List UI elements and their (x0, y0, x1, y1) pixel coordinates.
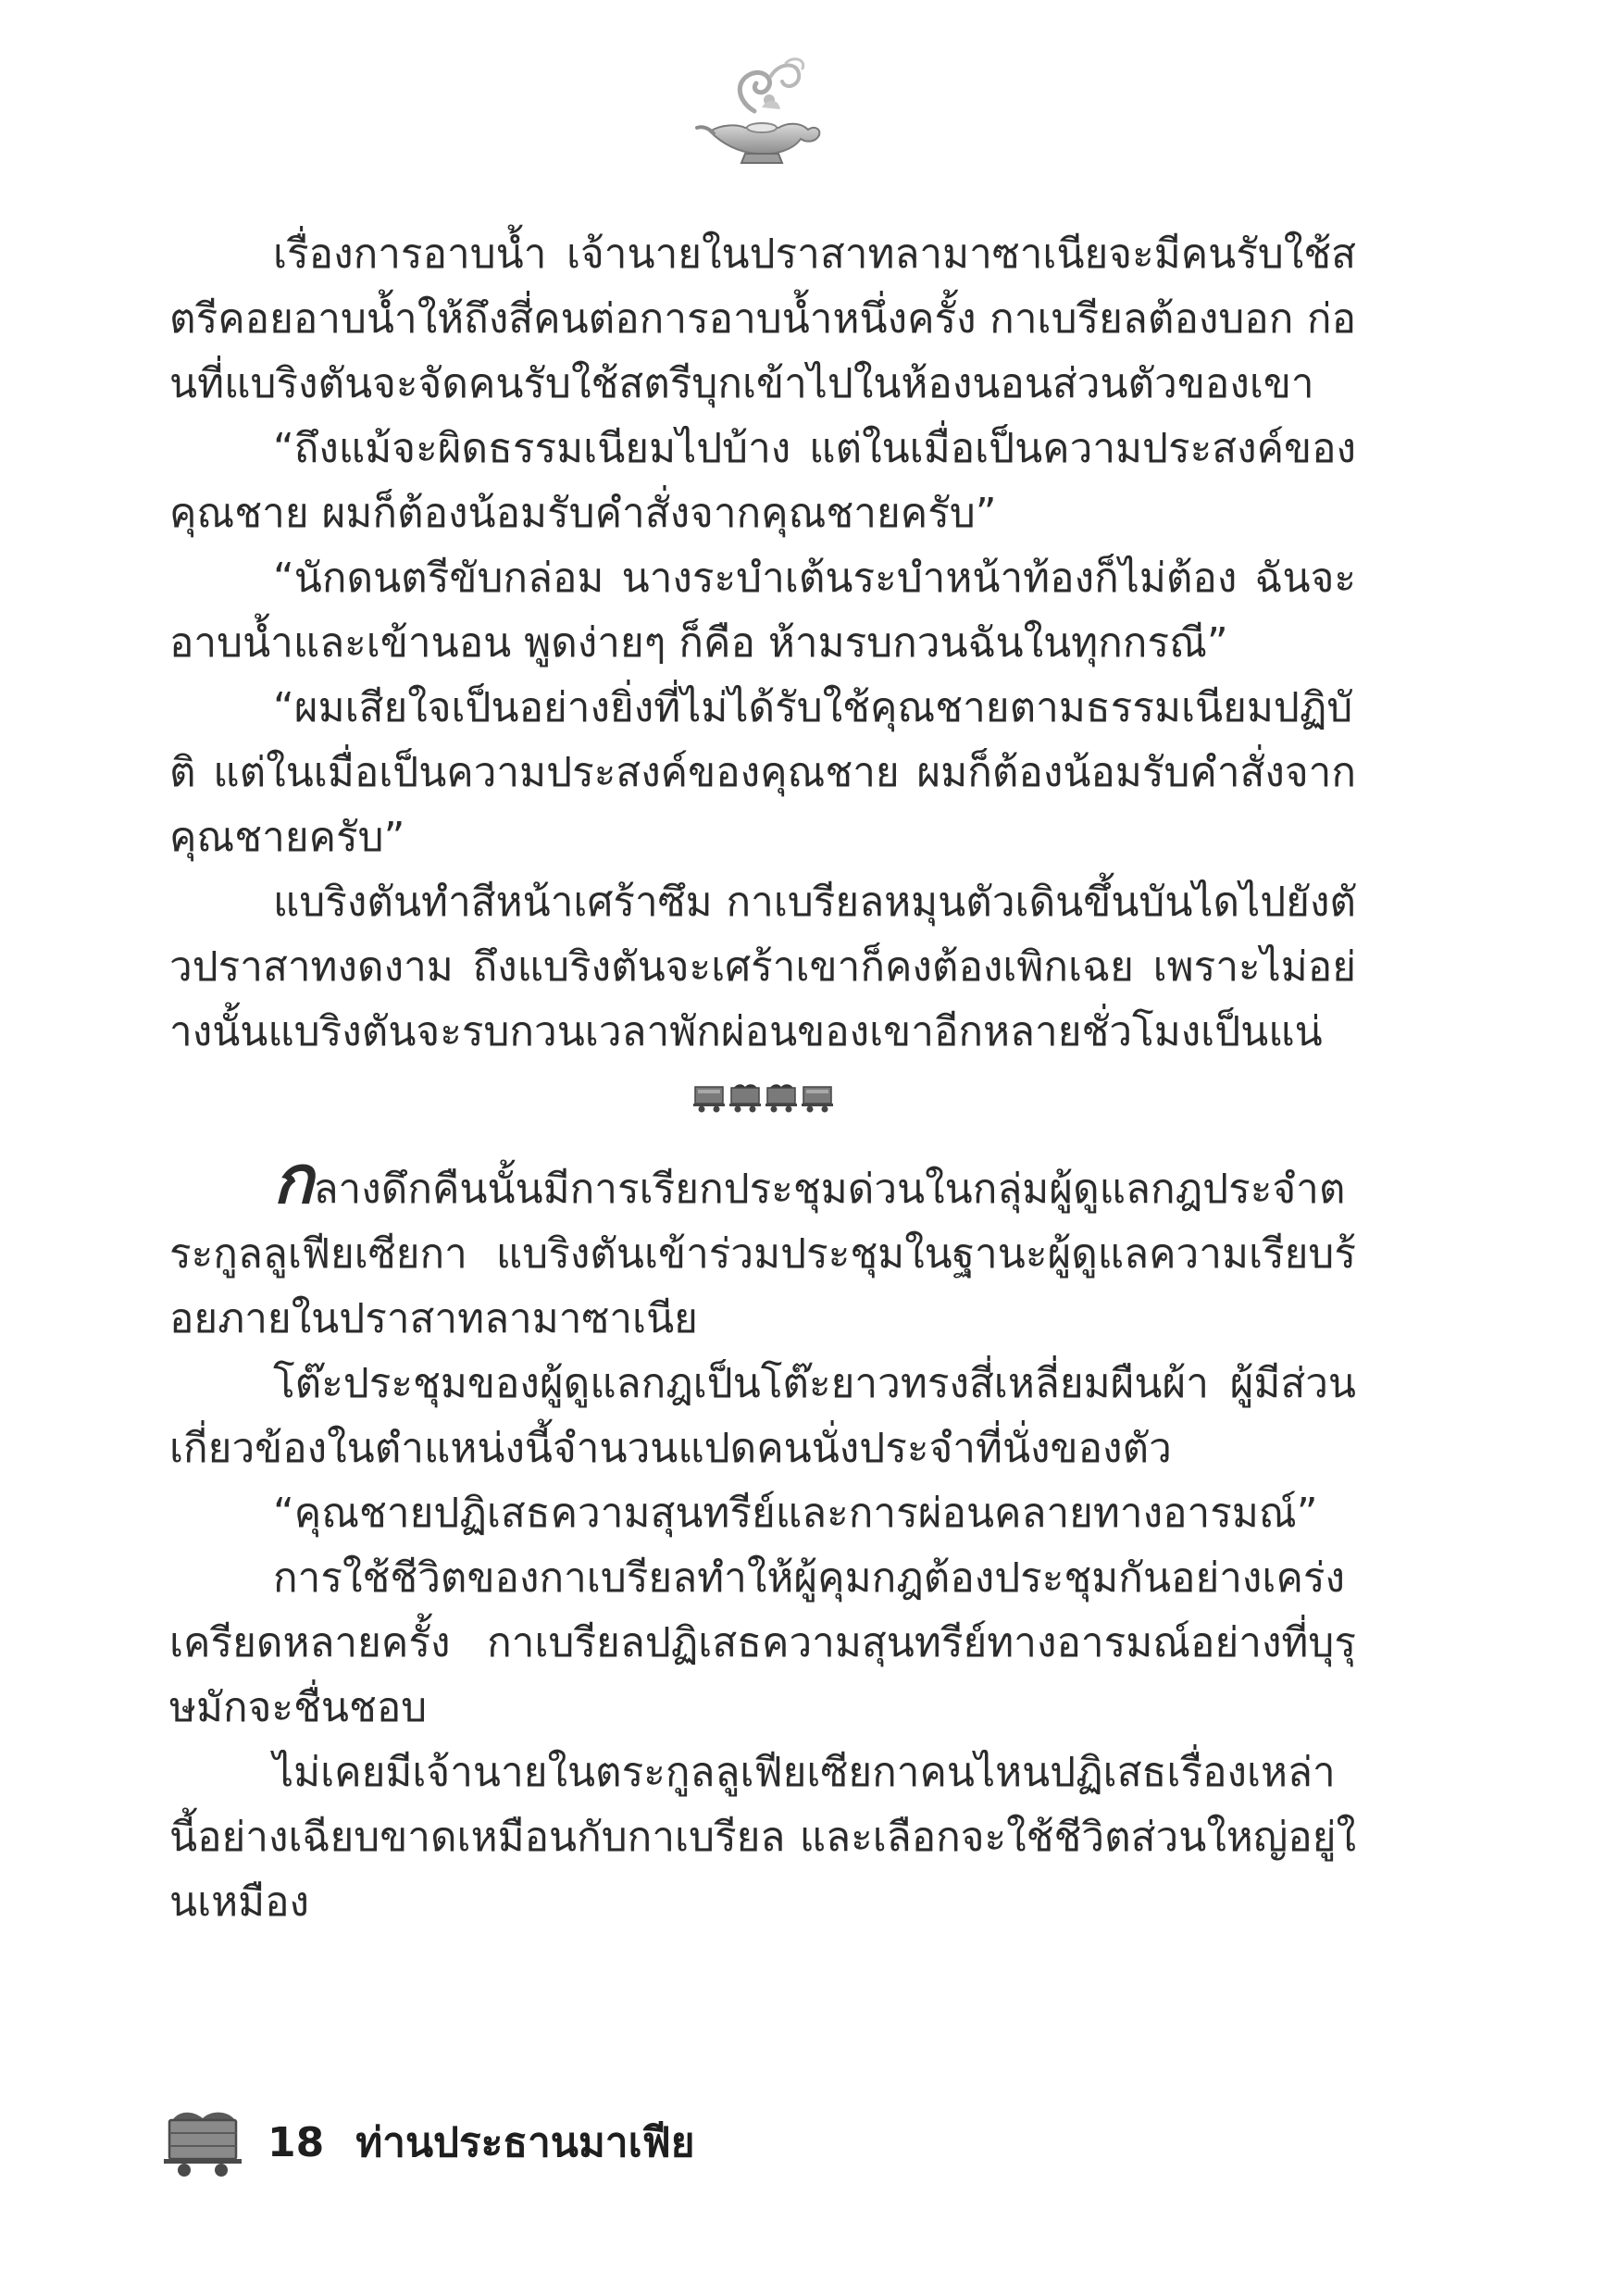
drop-cap: ก (273, 1141, 314, 1218)
section-opening-paragraph (169, 1141, 1356, 1352)
paragraph: “นักดนตรีขับกล่อม นางระบำเต้นระบำหน้าท้องก็ไม่ต้อง ฉันจะอาบน้ำและเข้านอน พูดง่ายๆ ก็คือ ห้ามรบกวนฉันในทุกกรณี” (169, 555, 1356, 667)
paragraph-text: ลางดึกคืนนั้นมีการเรียกประชุมด่วนในกลุ่มผู้ดูแลกฎประจำตระกูลลูเฟียเซียกา แบริงตันเข้าร่วมประชุมในฐานะผู้ดูแลความเรียบร้อยภายในปราสาทลามาซาเนีย (169, 1166, 1356, 1342)
mine-cart-icon (729, 1083, 761, 1113)
paragraph: แบริงตันทำสีหน้าเศร้าซึม กาเบรียลหมุนตัวเดินขึ้นบันไดไปยังตัวปราสาทงดงาม ถึงแบริงตันจะเศร้าเขาก็คงต้องเพิกเฉย เพราะไม่อย่างนั้นแบริงตันจะรบกวนเวลาพักผ่อนของเขาอีกหลายชั่วโมงเป็นแน่ (169, 879, 1356, 1055)
paragraph: โต๊ะประชุมของผู้ดูแลกฎเป็นโต๊ะยาวทรงสี่เหลี่ยมผืนผ้า ผู้มีส่วนเกี่ยวข้องในตำแหน่งนี้จำนวนแปดคนนั่งประจำที่นั่งของตัว (169, 1360, 1356, 1472)
paragraph: “ถึงแม้จะผิดธรรมเนียมไปบ้าง แต่ในเมื่อเป็นความประสงค์ของคุณชาย ผมก็ต้องน้อมรับคำสั่งจากคุณชายครับ” (169, 425, 1356, 537)
paragraph: เรื่องการอาบน้ำ เจ้านายในปราสาทลามาซาเนียจะมีคนรับใช้สตรีคอยอาบน้ำให้ถึงสี่คนต่อการอาบน้ำหนึ่งครั้ง กาเบรียลต้องบอก ก่อนที่แบริงตันจะจัดคนรับใช้สตรีบุกเข้าไปในห้องนอนส่วนตัวของเขา (169, 231, 1356, 407)
paragraph: ไม่เคยมีเจ้านายในตระกูลลูเฟียเซียกาคนไหนปฏิเสธเรื่องเหล่านี้อย่างเฉียบขาดเหมือนกับกาเบรียล และเลือกจะใช้ชีวิตส่วนใหญ่อยู่ในเหมือง (169, 1749, 1356, 1926)
page-footer (162, 2105, 695, 2179)
paragraph: “ผมเสียใจเป็นอย่างยิ่งที่ไม่ได้รับใช้คุณชายตามธรรมเนียมปฏิบัติ แต่ในเมื่อเป็นความประสงค์ของคุณชาย ผมก็ต้องน้อมรับคำสั่งจากคุณชายครับ” (169, 684, 1356, 861)
running-footer-title: ท่านประธานมาเฟีย (355, 2119, 695, 2166)
page-number: 18 (268, 2118, 325, 2166)
scene-break-divider (169, 1065, 1356, 1131)
mine-cart-icon (802, 1083, 833, 1113)
genie-lamp-ornament-icon (690, 54, 828, 172)
mine-cart-icon (693, 1083, 725, 1113)
chapter-body (169, 222, 1356, 1935)
paragraph: การใช้ชีวิตของกาเบรียลทำให้ผู้คุมกฎต้องประชุมกันอย่างเคร่งเครียดหลายครั้ง กาเบรียลปฏิเสธความสุนทรีย์ทางอารมณ์อย่างที่บุรุษมักจะชื่นชอบ (169, 1554, 1356, 1731)
paragraph: “คุณชายปฏิเสธความสุนทรีย์และการผ่อนคลายทางอารมณ์” (273, 1490, 1318, 1537)
mine-cart-icon (765, 1083, 797, 1113)
mine-cart-icon (162, 2105, 243, 2179)
